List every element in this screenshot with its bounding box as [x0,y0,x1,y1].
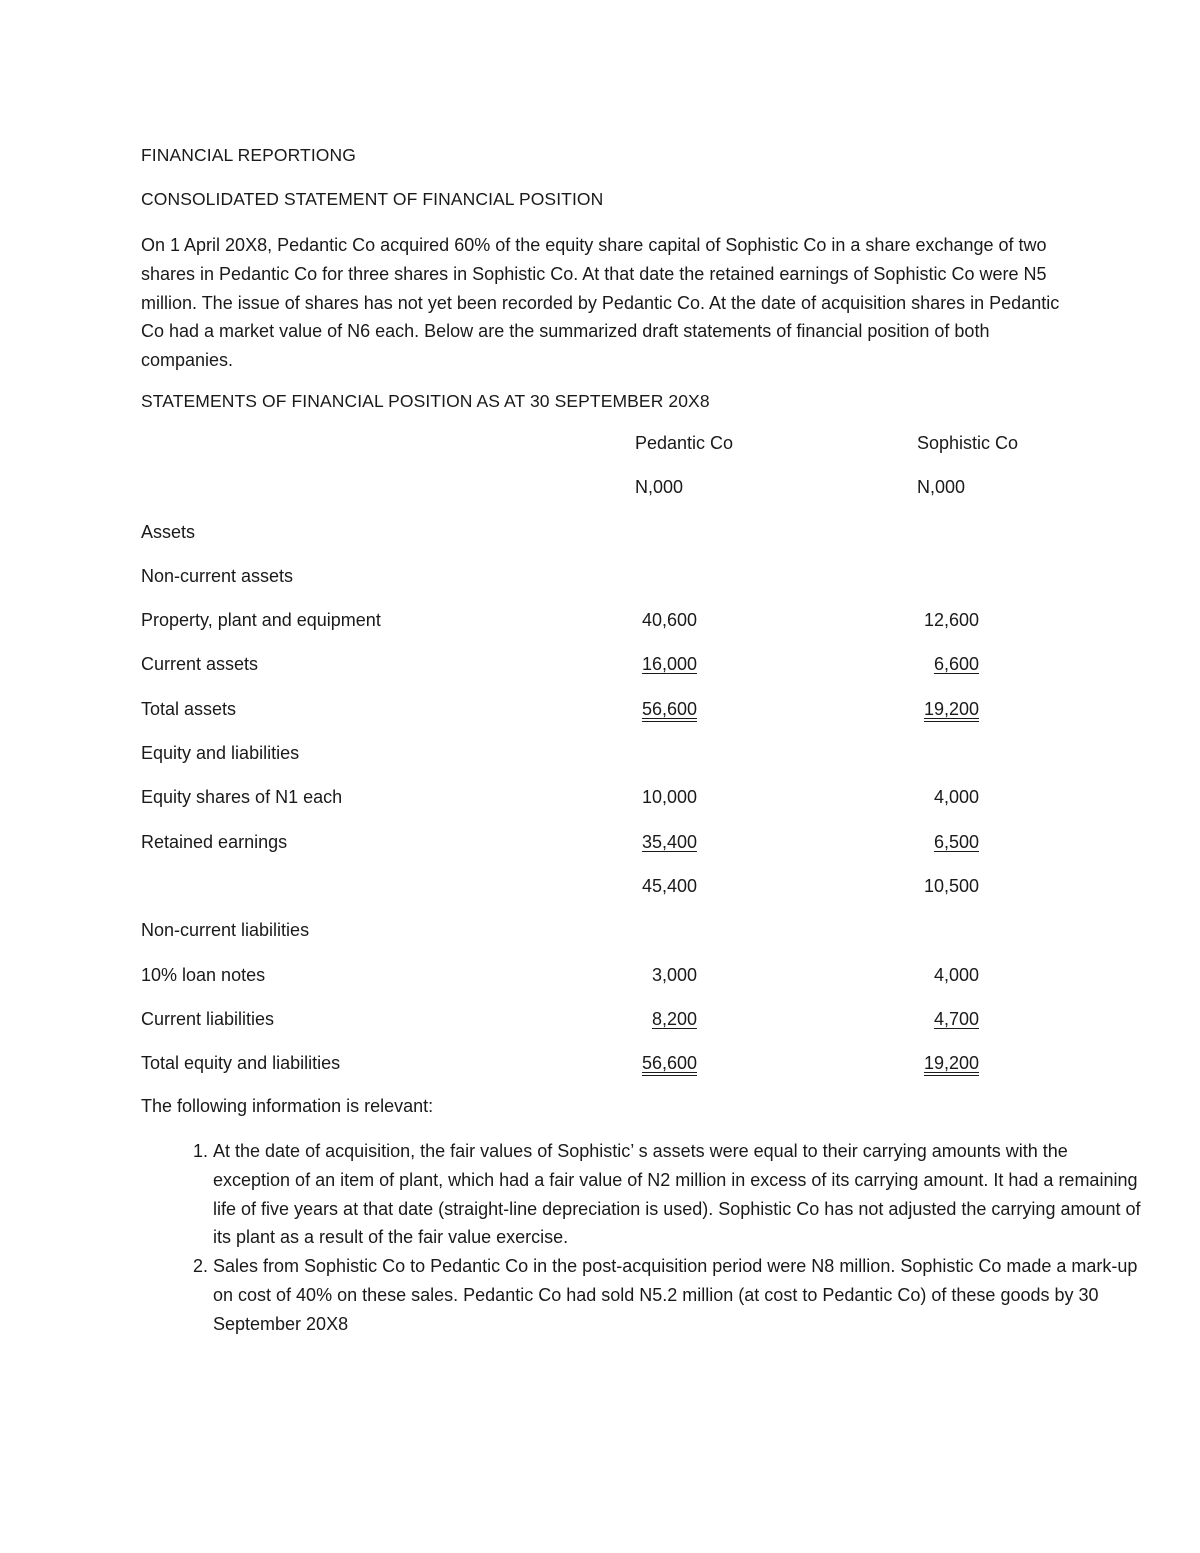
sophistic-value: 19,200 [923,1053,979,1074]
row-label: Total equity and liabilities [141,1053,341,1074]
sophistic-value: 4,000 [933,787,979,808]
col-unit-sophistic: N,000 [917,477,966,498]
table-row [141,920,1041,964]
sophistic-value: 6,500 [933,831,979,852]
pedantic-value: 10,000 [641,787,697,808]
sophistic-value: 10,500 [923,875,979,896]
document-title: FINANCIAL REPORTIONG [141,145,356,165]
notes-lead: The following information is relevant: [141,1096,434,1116]
table-row [141,832,1041,876]
pedantic-value: 16,000 [641,654,697,675]
table-row [141,743,1041,787]
sophistic-value: 12,600 [923,610,979,631]
table-row [141,610,1041,654]
table-row [141,699,1041,743]
table-row [141,654,1041,698]
row-label: Current liabilities [141,1008,275,1029]
notes-list [141,1137,1143,1339]
pedantic-value: 40,600 [641,610,697,631]
row-label: Current assets [141,654,259,675]
row-label: 10% loan notes [141,964,266,985]
row-label: Total assets [141,698,237,719]
pedantic-value: 35,400 [641,831,697,852]
row-label: Assets [141,521,196,542]
row-label: Non-current assets [141,565,294,586]
col-header-sophistic: Sophistic Co [917,433,1019,453]
row-label: Equity and liabilities [141,743,300,764]
pedantic-value: 56,600 [641,1053,697,1074]
row-label: Equity shares of N1 each [141,787,343,808]
sophistic-value: 4,700 [933,1008,979,1029]
list-item: 2. Sales from Sophistic Co to Pedantic Co in the post-acquisition period were N8 million. Sophistic Co made a mark-up on cost of 40% on these sales. Pedantic Co had sold N5.2 million (at cost to Pedantic Co) of these goods by 30 September 20X8 [213,1252,1143,1338]
sophistic-value: 4,000 [933,964,979,985]
row-label: Non-current liabilities [141,920,310,941]
pedantic-value: 8,200 [651,1008,697,1029]
pedantic-value: 45,400 [641,875,697,896]
table-row [141,787,1041,831]
sophistic-value: 19,200 [923,698,979,719]
table-row [141,1009,1041,1053]
document-subtitle: CONSOLIDATED STATEMENT OF FINANCIAL POSITION [141,189,604,209]
row-label: Retained earnings [141,831,288,852]
list-item: 1. At the date of acquisition, the fair values of Sophistic’ s assets were equal to their carrying amounts with the exception of an item of plant, which had a fair value of N2 million in excess of its carrying amount. It had a remaining life of five years at that date (straight-line depreciation is used). Sophistic Co has not adjusted the carrying amount of its plant as a result of the fair value exercise. [213,1137,1143,1252]
pedantic-value: 3,000 [651,964,697,985]
intro-paragraph: On 1 April 20X8, Pedantic Co acquired 60% of the equity share capital of Sophistic Co in a share exchange of two shares in Pedantic Co for three shares in Sophistic Co. At that date the retained earnings of Sophistic Co were N5 million. The issue of shares has not yet been recorded by Pedantic Co. At the date of acquisition shares in Pedantic Co had a market value of N6 each. Below are the summarized draft statements of financial position of both companies. [141,235,1060,371]
table-row [141,522,1041,566]
table-row [141,876,1041,920]
table-title: STATEMENTS OF FINANCIAL POSITION AS AT 30 SEPTEMBER 20X8 [141,391,710,411]
table-row [141,1053,1041,1097]
table-row [141,566,1041,610]
table-row [141,965,1041,1009]
pedantic-value: 56,600 [641,698,697,719]
table-header-row [141,433,1041,477]
row-label: Property, plant and equipment [141,610,381,631]
col-header-pedantic: Pedantic Co [635,433,734,453]
sophistic-value: 6,600 [933,654,979,675]
financial-position-table [141,433,1041,1097]
table-unit-row [141,477,1041,521]
col-unit-pedantic: N,000 [635,477,684,498]
